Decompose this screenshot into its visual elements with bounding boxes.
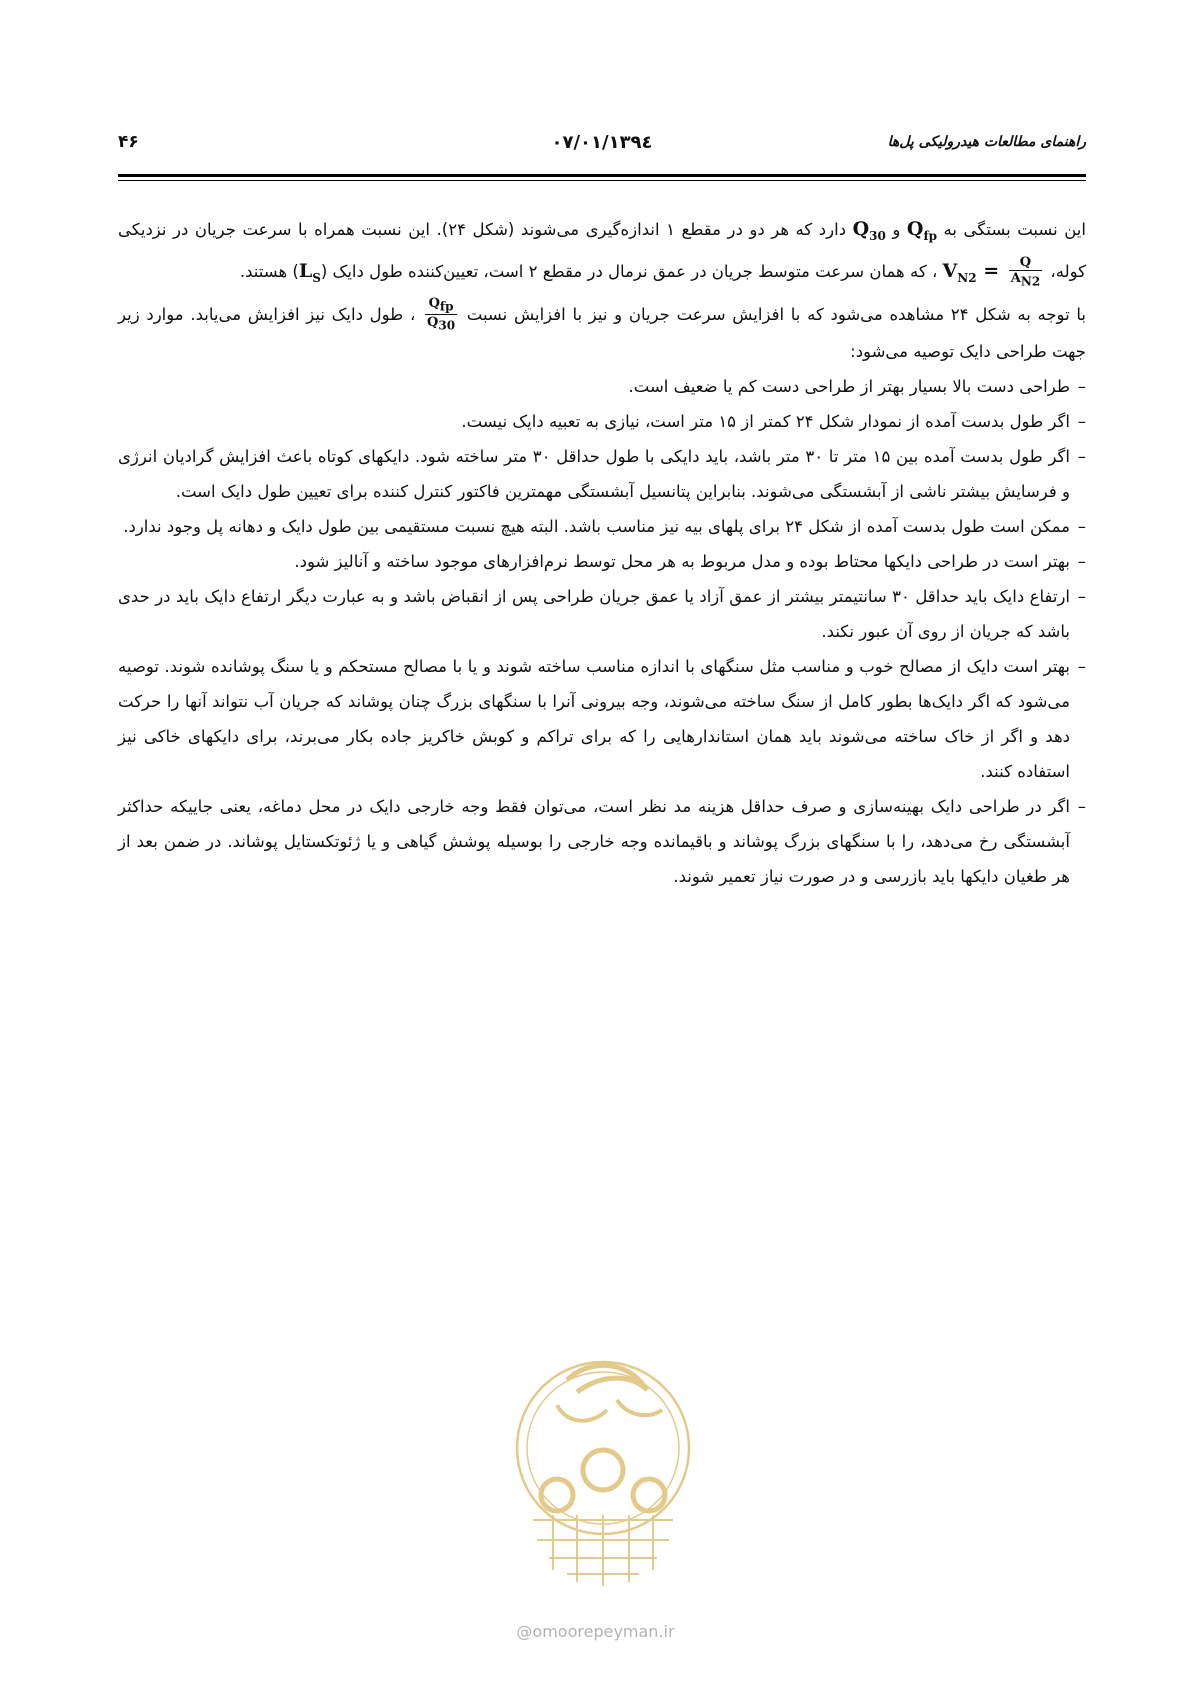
formula-ls: $L_S$ (298, 259, 321, 285)
text-run: و (885, 220, 907, 239)
paragraph-ratio-definition (118, 212, 1086, 296)
formula-q30: $Q_{30}$ (852, 218, 886, 243)
header-rule-thin (118, 180, 1086, 181)
bullet-dash: – (1077, 411, 1086, 431)
list-item (118, 404, 1086, 439)
list-item-text: اگر طول بدست آمده بین ۱۵ متر تا ۳۰ متر باشد، باید دایکی با طول حداقل ۳۰ متر ساخته شود. دایکهای کوتاه باعث افزایش گرادیان انرژی و فرسایش بیشتر ناشی از آبشستگی می‌شوند. بنابراین پتانسیل آبشستگی مهمترین فاکتور کنترل کننده برای تعیین طول دایک است. (118, 446, 1070, 501)
formula-vn2: $V_{N2}$ = $\frac{Q}{A_{N2}}$ (942, 254, 1041, 289)
recommendation-list (118, 369, 1086, 894)
paragraph-recommendations-intro (118, 296, 1086, 369)
list-item (118, 439, 1086, 509)
text-run: ، طول دایک نیز افزایش می‌یابد. موارد زیر جهت طراحی دایک توصیه می‌شود: (118, 304, 1086, 361)
formula-qfp: $Q_{fp}$ (906, 218, 938, 243)
body-text (118, 212, 1086, 894)
bullet-dash: – (1077, 376, 1086, 396)
fraction-q-over-an2: $\frac{Q}{A_{N2}}$ (1010, 254, 1041, 289)
book-title: راهنمای مطالعات هیدرولیکی پل‌ها (887, 134, 1086, 150)
watermark-url: @omoorepeyman.ir (516, 1622, 675, 1641)
list-item (118, 369, 1086, 404)
bullet-dash: – (1077, 551, 1086, 571)
fraction-qfp-over-q30: $\frac{Q_{fp}}{Q_{30}}$ (427, 295, 456, 333)
watermark-logo (497, 1330, 709, 1615)
text-run: ، که همان سرعت متوسط جریان در عمق نرمال در مقطع ۲ است، تعیین‌کننده طول دایک ( (320, 261, 943, 281)
list-item-text: اگر در طراحی دایک بهینه‌سازی و صرف حداقل هزینه مد نظر است، می‌توان فقط وجه خارجی دایک در محل دماغه، یعنی جاییکه حداکثر آبشستگی رخ می‌دهد، را با سنگهای بزرگ پوشاند و باقیمانده وجه خارجی را بوسیله پوشش گیاهی و یا ژئوتکستایل پوشاند. در ضمن بعد از هر طغیان دایکها باید بازرسی و در صورت نیاز تعمیر شوند. (118, 796, 1070, 886)
formula-qfp-over-q30 (422, 295, 460, 333)
bullet-dash: – (1077, 446, 1086, 466)
list-item (118, 579, 1086, 649)
text-run: ) هستند. (239, 261, 299, 281)
list-item-text: اگر طول بدست آمده از نمودار شکل ۲۴ کمتر از ۱۵ متر است، نیازی به تعبیه دایک نیست. (461, 411, 1070, 431)
list-item-text: بهتر است در طراحی دایکها محتاط بوده و مدل مربوط به هر محل توسط نرم‌افزارهای موجود ساخته و آنالیز شود. (294, 551, 1070, 571)
list-item-text: طراحی دست بالا بسیار بهتر از طراحی دست کم یا ضعیف است. (628, 376, 1070, 396)
page-header (118, 132, 1086, 158)
list-item (118, 789, 1086, 894)
list-item (118, 649, 1086, 789)
text-run: با توجه به شکل ۲۴ مشاهده می‌شود که با افزایش سرعت جریان و نیز با افزایش نسبت (460, 304, 1086, 324)
page-number: ۴۶ (118, 132, 139, 152)
bullet-dash: – (1077, 796, 1086, 816)
list-item-text: ممکن است طول بدست آمده از شکل ۲۴ برای پلهای بیه نیز مناسب باشد. البته هیچ نسبت مستقیمی بین طول دایک و دهانه پل وجود ندارد. (123, 516, 1070, 536)
list-item-text: ارتفاع دایک باید حداقل ۳۰ سانتیمتر بیشتر از عمق آزاد یا عمق جریان طراحی پس از انقباض باشد و به عبارت دیگر ارتفاع دایک باید در حدی باشد که جریان از روی آن عبور نکند. (118, 586, 1070, 641)
list-item-text: بهتر است دایک از مصالح خوب و مناسب مثل سنگهای با اندازه مناسب ساخته شوند و یا با مصالح مستحکم و یا سنگ پوشانده شوند. توصیه می‌شود که اگر دایک‌ها بطور کامل از سنگ ساخته می‌شوند، وجه بیرونی آنرا با سنگهای بزرگ چنان پوشاند که جریان آب نتواند آنها را حرکت دهد و اگر از خاک ساخته می‌شوند باید همان استاندارهایی را که برای تراکم و کوبش خاکریز جاده بکار می‌برند، برای دایکهای خاکی نیز استفاده کنند. (118, 656, 1070, 781)
header-rule-thick (118, 174, 1086, 177)
header-date: ۱۳۹٤/۰۷/۰۱ (551, 132, 653, 153)
bullet-dash: – (1077, 586, 1086, 606)
text-run: دارد که هر دو در مقطع ۱ اندازه‌گیری می‌شوند (شکل ۲۴). این نسبت همراه با سرعت جریان در نزدیکی کوله، (118, 220, 1086, 281)
text-run: این نسبت بستگی به (937, 220, 1086, 239)
bullet-dash: – (1077, 516, 1086, 536)
list-item (118, 509, 1086, 544)
bullet-dash: – (1077, 656, 1086, 676)
list-item (118, 544, 1086, 579)
